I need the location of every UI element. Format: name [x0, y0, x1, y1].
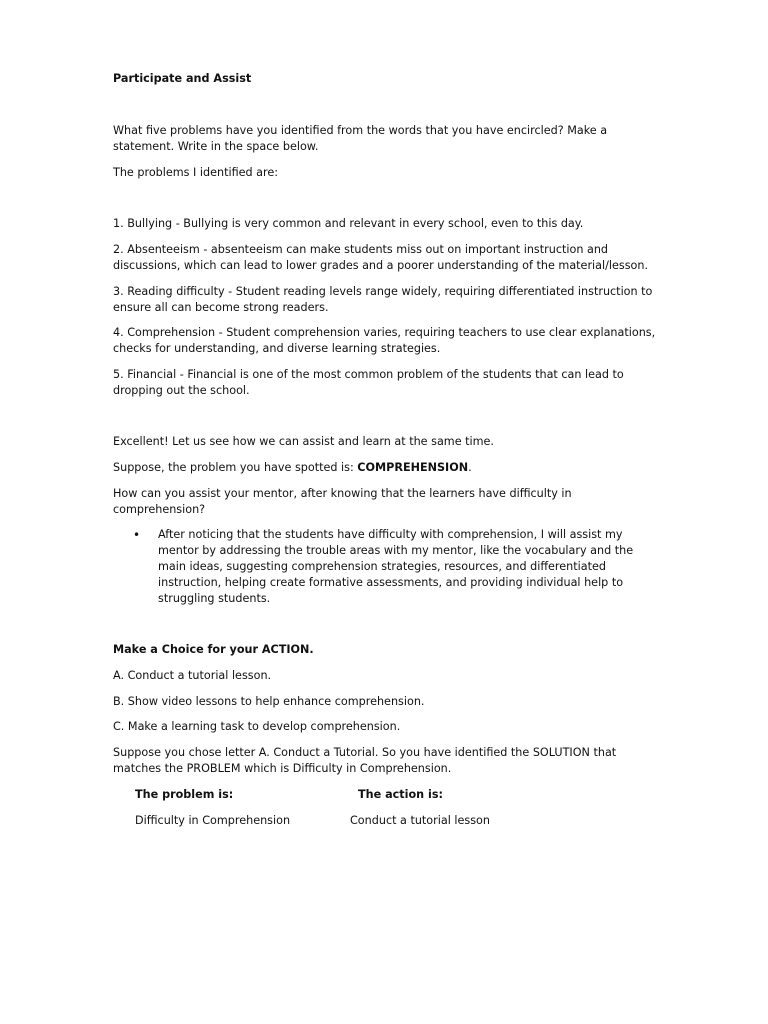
conclusion-text: Suppose you chose letter A. Conduct a Tutorial. So you have identified the SOLUTION that matches the PROBLEM which is Difficulty in Comprehension.: [113, 746, 617, 775]
suppose-problem: COMPREHENSION: [357, 461, 469, 474]
intro-text: The problems I identified are:: [113, 166, 279, 179]
problem-column-header: The problem is:: [135, 788, 234, 801]
problem-item-2: 2. Absenteeism - absenteeism can make students miss out on important instruction and discussions, which can lead to lower grades and a poorer understanding of the material/lesson.: [113, 243, 649, 272]
choice-item-a: A. Conduct a tutorial lesson.: [113, 669, 272, 682]
problem-item-3: 3. Reading difficulty - Student reading levels range widely, requiring differentiated instruction to ensure all can become strong readers.: [113, 285, 653, 314]
bullet-icon: •: [133, 528, 141, 542]
suppose-text: [113, 460, 472, 476]
suppose-prefix: Suppose, the problem you have spotted is:: [113, 461, 358, 474]
assist-answer-text: After noticing that the students have difficulty with comprehension, I will assist my mentor by addressing the trouble areas with my mentor, like the vocabulary and the main ideas, suggesting comprehension strategies, resources, and differentiated instruction, helping create formative assessments, and providing individual help to struggling students.: [158, 528, 634, 605]
document-heading: Participate and Assist: [113, 72, 252, 85]
problem-column-value: Difficulty in Comprehension: [135, 814, 291, 827]
suppose-suffix: .: [468, 461, 472, 474]
choice-item-c: C. Make a learning task to develop comprehension.: [113, 720, 401, 733]
action-column-header: The action is:: [358, 788, 443, 801]
choice-item-b: B. Show video lessons to help enhance comprehension.: [113, 695, 425, 708]
problem-item-4: 4. Comprehension - Student comprehension varies, requiring teachers to use clear explanations, checks for understanding, and diverse learning strategies.: [113, 326, 656, 355]
choice-heading: Make a Choice for your ACTION.: [113, 643, 314, 656]
excellent-text: Excellent! Let us see how we can assist and learn at the same time.: [113, 435, 494, 448]
assist-question: How can you assist your mentor, after knowing that the learners have difficulty in comprehension?: [113, 487, 572, 516]
problem-item-5: 5. Financial - Financial is one of the most common problem of the students that can lead to dropping out the school.: [113, 368, 624, 397]
question-text: What five problems have you identified from the words that you have encircled? Make a statement. Write in the space below.: [113, 124, 608, 153]
action-column-value: Conduct a tutorial lesson: [350, 814, 490, 827]
problem-item-1: 1. Bullying - Bullying is very common and relevant in every school, even to this day.: [113, 217, 584, 230]
